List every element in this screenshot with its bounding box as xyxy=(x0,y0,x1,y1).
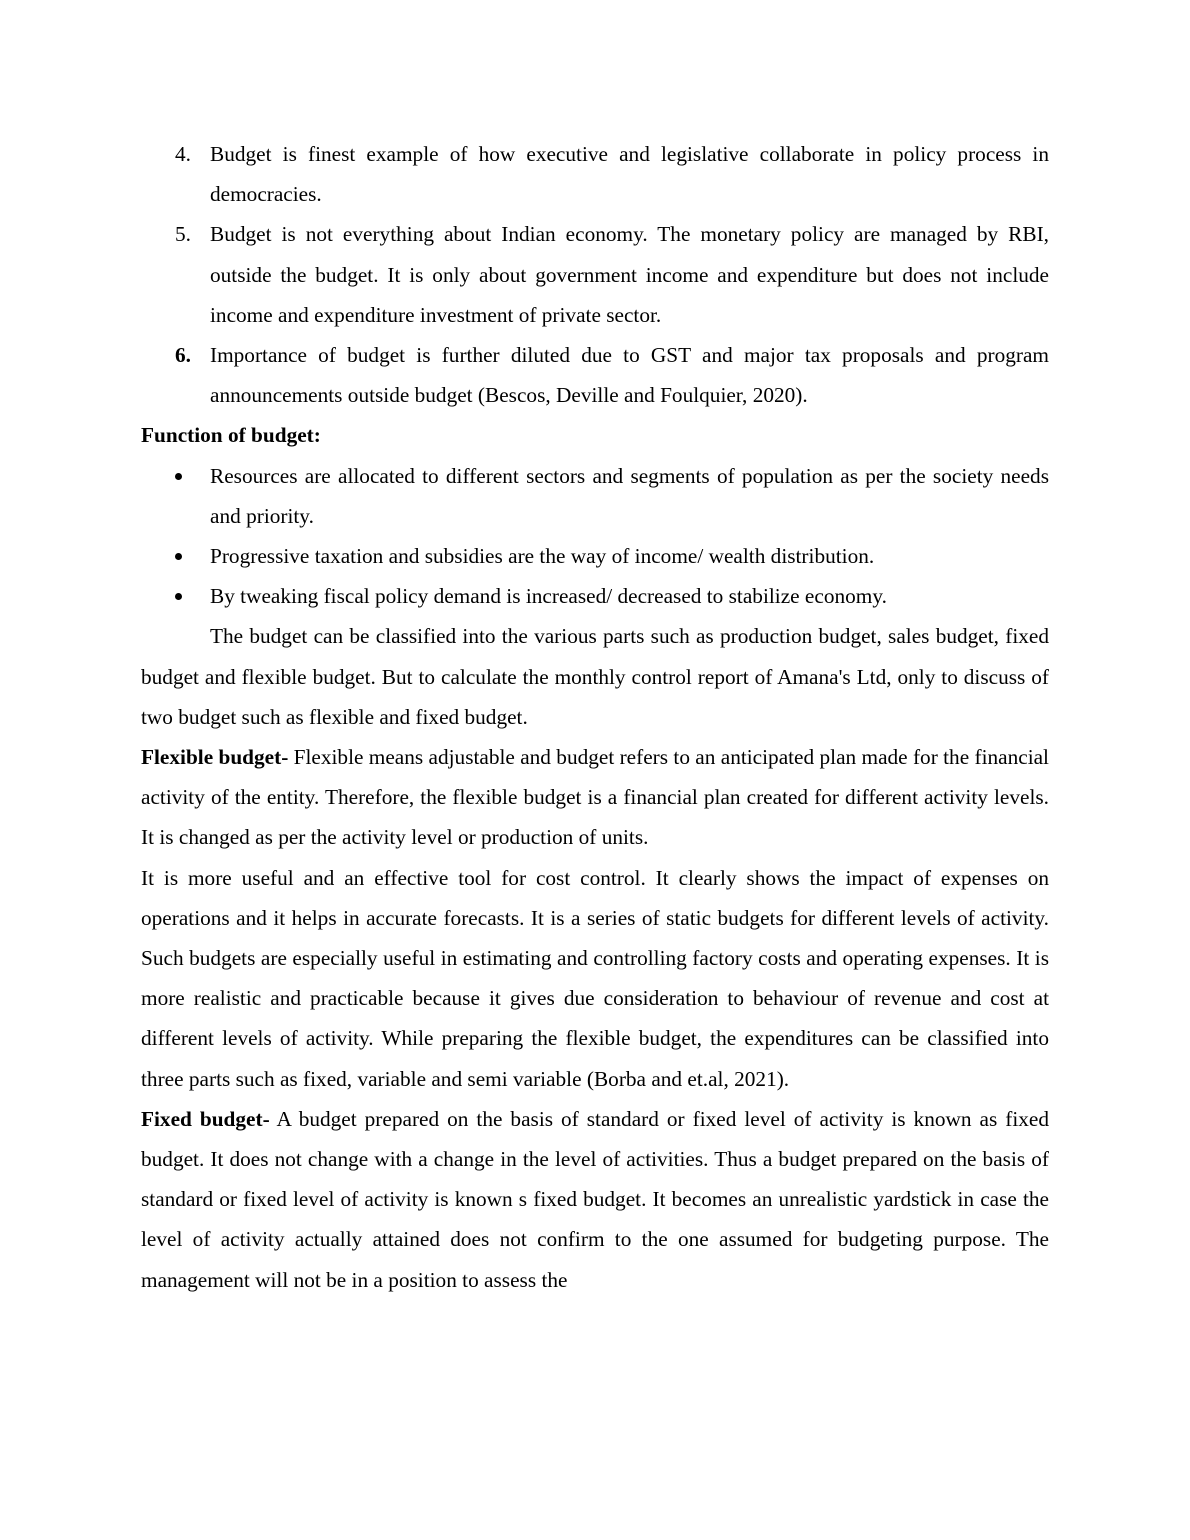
numbered-list-item xyxy=(141,335,1049,415)
list-number: 6. xyxy=(175,343,191,368)
fixed-budget-label: Fixed budget- xyxy=(141,1106,270,1131)
bullet-text: Resources are allocated to different sectors and segments of population as per the society needs and priority. xyxy=(210,463,1049,528)
bullet-icon xyxy=(175,553,182,560)
fixed-budget-text: A budget prepared on the basis of standard or fixed level of activity is known as fixed budget. It does not change with a change in the level of activities. Thus a budget prepared on the basis of standard or fixed level of activity is known s fixed budget. It becomes an unrealistic yardstick in case the level of activity actually attained does not confirm to the one assumed for budgeting purpose. The management will not be in a position to assess the xyxy=(141,1106,1049,1292)
flexible-budget-paragraph xyxy=(141,737,1049,858)
document-page xyxy=(141,134,1049,1300)
classification-paragraph: The budget can be classified into the various parts such as production budget, sales budget, fixed budget and flexible budget. But to calculate the monthly control report of Amana's Ltd, only to discuss of two budget such as flexible and fixed budget. xyxy=(141,624,1049,729)
list-item-text: Importance of budget is further diluted due to GST and major tax proposals and program announcements outside budget (Bescos, Deville and Foulquier, 2020). xyxy=(210,343,1049,408)
function-heading: Function of budget: xyxy=(141,423,321,448)
numbered-list-item xyxy=(141,134,1049,214)
fixed-budget-paragraph xyxy=(141,1099,1049,1300)
bullet-text: Progressive taxation and subsidies are the way of income/ wealth distribution. xyxy=(210,544,875,569)
list-number: 4. xyxy=(175,142,191,166)
bullet-icon xyxy=(175,473,182,480)
flexible-budget-paragraph-2: It is more useful and an effective tool for cost control. It clearly shows the impact of expenses on operations and it helps in accurate forecasts. It is a series of static budgets for different levels of activity. Such budgets are especially useful in estimating and controlling factory costs and operating expenses. It is more realistic and practicable because it gives due consideration to behaviour of revenue and cost at different levels of activity. While preparing the flexible budget, the expenditures can be classified into three parts such as fixed, variable and semi variable (Borba and et.al, 2021). xyxy=(141,865,1049,1091)
bullet-list-item xyxy=(141,576,1049,616)
list-number: 5. xyxy=(175,222,191,247)
list-item-text: Budget is finest example of how executive and legislative collaborate in policy process in democracies. xyxy=(210,142,1049,207)
flexible-budget-label: Flexible budget- xyxy=(141,745,289,770)
bullet-list-item xyxy=(141,456,1049,536)
flexible-budget-text: Flexible means adjustable and budget refers to an anticipated plan made for the financial activity of the entity. Therefore, the flexible budget is a financial plan created for different activity levels. It is changed as per the activity level or production of units. xyxy=(141,745,1049,850)
bullet-text: By tweaking fiscal policy demand is increased/ decreased to stabilize economy. xyxy=(210,584,887,609)
bullet-list-item xyxy=(141,536,1049,576)
bullet-icon xyxy=(175,593,182,600)
section-heading xyxy=(141,415,1049,455)
list-item-text: Budget is not everything about Indian economy. The monetary policy are managed by RBI, outside the budget. It is only about government income and expenditure but does not include income and expenditure investment of private sector. xyxy=(210,222,1049,327)
numbered-list-item xyxy=(141,214,1049,335)
